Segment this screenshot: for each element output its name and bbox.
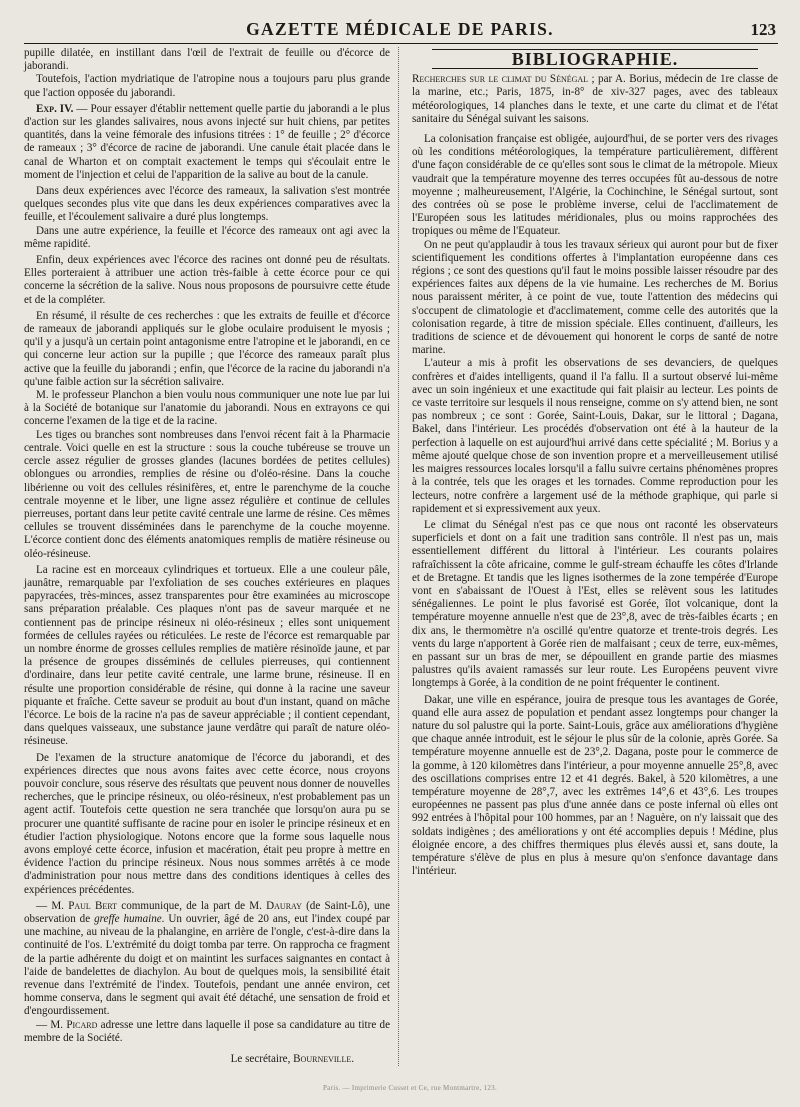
column-divider	[398, 47, 400, 1066]
page-number: 123	[750, 20, 776, 39]
person-name: Paul Bert	[68, 899, 118, 912]
emphasis: greffe humaine	[94, 913, 162, 925]
secretary-name: Bourneville.	[293, 1053, 354, 1066]
paragraph: Enfin, deux expériences avec l'écorce des racines ont donné peu de résultats. Elles porteraient à attribuer une action très-faible à cette écorce pour ce qui concerne la sécrétion de la salive. Nous nous proposons de poursuivre cette étude et de la compléter.	[24, 254, 390, 306]
paragraph: On ne peut qu'applaudir à tous les travaux sérieux qui auront pour but de fixer scientifiquement les conditions offertes à l'implantation européenne dans ces régions ; ce sont des questions qu'il faut le moins possible laisser résoudre par des expériences faites aux dépens de la vie humaine. Les recherches de M. Borius nous paraissent mériter, à ce point de vue, toute l'attention des médecins qui s'occupent de climatologie et d'acclimatement, comme celle des autorités que la colonisation regarde, à titre de mission spéciale. Elles continuent, d'ailleurs, les traditions de science et de dévouement qui honorent le corps de santé de notre marine.	[411, 238, 778, 357]
paragraph: — M. Picard adresse une lettre dans laquelle il pose sa candidature au titre de membre de la Société.	[24, 1018, 390, 1044]
person-name: Picard	[66, 1018, 98, 1031]
paragraph: Dans une autre expérience, la feuille et l'écorce des rameaux ont agi avec la même rapidité.	[24, 224, 390, 250]
paragraph-text: — Pour essayer d'établir nettement quelle partie du jaborandi a le plus d'action sur les glandes salivaires, nous avons injecté sur huit chiens, par petites quantités, dans la veine fémorale des infusions titrées : 1° de feuille ; 2° d'écorce de rameaux ; 3° d'écorce de racine de jaborandi. Une canule était placée dans le canal de Wharton et on comptait exactement le temps qui s'écoulait entre le moment de l'injection et celui de l'apparition de la salive au bout de la canule.	[24, 102, 390, 181]
paragraph: Dans deux expériences avec l'écorce des rameaux, la salivation s'est montrée quelques secondes plus vite que dans les deux expériences comparatives avec la feuille, et l'écoulement salivaire a duré plus longtemps.	[24, 185, 390, 224]
paragraph: La racine est en morceaux cylindriques et tortueux. Elle a une couleur pâle, jaunâtre, remarquable par l'exfoliation de ses couches extérieures en plaques papyracées, très-minces, assez transparentes pour être examinées au microscope sans préparation préalable. Ces plaques n'ont pas de saveur marquée et ne contiennent pas de principe résineux ni oléo-résineux ; elles sont uniquement formées de cellules rayées ou réticulées. Le reste de l'écorce est remarquable par un nombre énorme de grosses cellules remplies de matière résinoïde jaune, et par la présence de groupes disséminés de cellules pierreuses, qui contiennent d'ordinaire, dans leur petite cavité centrale, une larme brune, résineuse. Il en résulte une proportion considérable de résine, qui donne à la racine une saveur piquante et fraîche. Cette saveur se produit au bout d'un instant, quand on mâche l'écorce. Le bois de la racine n'a pas de saveur appréciable ; il contient cependant, dans quelques vaisseaux, une substance jaune verdâtre qui paraît de nature oléo-résineuse.	[24, 563, 390, 748]
paragraph: La colonisation française est obligée, aujourd'hui, de se porter vers des rivages où les conditions météorologiques, la température particulièrement, diffèrent d'une façon considérable de ce qu'elles sont sous le climat de la métropole. Mieux vaudrait que la température moyenne des terres occupées fût au-dessous de notre moyenne ; malheureusement, l'Algérie, la Cochinchine, le Sénégal surtout, sont des contrées où se pose le problème inverse, celui de l'acclimatement de l'Européen sous les latitudes méridionales, plus ou moins rapprochées des tropiques ou même de l'Equateur.	[411, 133, 778, 238]
journal-title: GAZETTE MÉDICALE DE PARIS.	[246, 19, 554, 39]
signature: Le secrétaire, Bourneville.	[230, 1053, 354, 1066]
paragraph: En résumé, il résulte de ces recherches : que les extraits de feuille et d'écorce de rameaux de jaborandi appliqués sur le globe oculaire produisent le myosis ; qu'il y a jusqu'à un certain point antagonisme entre l'atropine et le jaborandi, en ce qui concerne leur action sur la pupille ; que l'écorce des rameaux paraît plus active que la feuille du jaborandi ; enfin, que l'écorce de la racine du jaborandi n'a qu'une faible action sur la sécrétion salivaire.	[24, 309, 390, 388]
left-column	[24, 47, 396, 1066]
experiment-label: Exp. IV.	[36, 102, 74, 115]
paragraph: M. le professeur Planchon a bien voulu nous communiquer une note lue par lui à la Société de botanique sur l'anatomie du jaborandi. Nous en extrayons ce qui concerne l'examen de la tige et de la racine.	[24, 389, 390, 428]
paragraph: Les tiges ou branches sont nombreuses dans l'envoi récent fait à la Pharmacie centrale. Voici quelle en est la structure : sous la couche tubéreuse se trouve un cercle assez régulier de grosses glandes (lacunes bordées de petites cellules) oblongues ou arrondies, remplies de résine ou d'oléo-résine. Dans la couche libérienne ou voit des cellules résinifères, et, entre le parenchyme de la couche centrale moyenne et le liber, une ligne assez régulière et continue de cellules pierreuses, portant dans leur petite cavité centrale une larme de résine. Ces mêmes cellules se trouvent disséminées dans le parenchyme de la couche moyenne. L'écorce contient donc des éléments anatomiques remplis de matière résineuse ou oléo-résineuse.	[24, 428, 390, 560]
printer-footer: Paris. — Imprimerie Cusset et Ce, rue Montmartre, 123.	[322, 1084, 498, 1092]
paragraph	[24, 103, 390, 182]
running-header	[24, 14, 778, 44]
paragraph: De l'examen de la structure anatomique de l'écorce du jaborandi, et des expériences directes que nous avons faites avec cette écorce, nous croyons pouvoir conclure, sous réserve des résultats que peuvent nous donner de nouvelles recherches, que le principe résineux, ou oléo-résineux, n'est probablement pas un agent actif. Toutefois cette question ne sera tranchée que lorsqu'on aura pu se procurer une quantité suffisante de racine pour en isoler le principe résineux et en étudier l'action physiologique. Notons encore que la forme sous laquelle nous avons employé cette écorce, infusion et macération, était peu propre à mettre en évidence l'action du principe résineux. Nous nous sommes arrêtés à ce mode d'administration pour nous mettre dans des conditions identiques à celles des expériences précédentes.	[24, 751, 390, 896]
section-title: BIBLIOGRAPHIE.	[432, 49, 758, 69]
paragraph: Toutefois, l'action mydriatique de l'atropine nous a toujours paru plus grande que l'action opposée du jaborandi.	[24, 73, 390, 99]
reference-entry: Recherches sur le climat du Sénégal ; par A. Borius, médecin de 1re classe de la marine, etc.; Paris, 1875, in-8° de xiv-327 pages, avec des tableaux météorologiques, 14 planches dans le texte, et une carte du climat et de l'état sanitaire du Sénégal suivant les saisons.	[411, 73, 778, 125]
paragraph: L'auteur a mis à profit les observations de ses devanciers, de quelques confrères et d'aides intelligents, quand il l'a fallu. Il a surtout observé lui-même avec un soin ingénieux et une exactitude qui fait plaisir au lecteur. Les points de ce vaste territoire sur lesquels il nous renseigne, comme on s'y attend bien, ne sont pas nombreux ; ce sont : Gorée, Saint-Louis, Dakar, sur le littoral ; Dagana, Bakel, dans l'intérieur. Les procédés d'observation ont été à la hauteur de la perfection à laquelle on est aujourd'hui arrivé dans cette spécialité ; M. Borius y a même ajouté quelque chose de son invention propre et a merveilleusement utilisé les maigres ressources locales lorsqu'il a fallu suivre certains phénomènes propres à la contrée, tels que les orages et les tornades. Comme reproduction pour les lecteurs, notre confrère a largement usé de la méthode graphique, qui parle si rapidement et si expressivement aux yeux.	[411, 357, 778, 515]
paragraph: — M. Paul Bert communique, de la part de M. Dauray (de Saint-Lô), une observation de greffe humaine. Un ouvrier, âgé de 20 ans, eut l'index coupé par une machine, au niveau de la phalangine, en arrière de l'ongle, c'est-à-dire dans la continuité de l'os. L'extrémité du doigt tomba par terre. On rapprocha ce fragment de la partie adhérente du doigt et on maintint les surfaces saignantes en contact à l'aide de bandelettes de diachylon. Au bout de quelques mois, la sensibilité était revenue dans l'extrémité de l'index. Toutefois, pendant une année environ, cet homme conserva, dans le segment qui avait été détaché, une sensation de froid et d'engourdissement.	[24, 899, 391, 1018]
paragraph: Le climat du Sénégal n'est pas ce que nous ont raconté les observateurs superficiels et dont on a fait une tradition sans contrôle. Il n'est pas un, mais essentiellement différent du littoral à l'intérieur. Les courants polaires rafraîchissent la côte africaine, comme le gulf-stream échauffe les côtes d'Irlande et de Bretagne. Et tandis que les lignes isothermes de la zone tempérée d'Europe vont en s'abaissant de l'Ouest à l'Est, elles se relèvent sous les latitudes sénégaliennes. Le point le plus favorisé est Gorée, îlot volcanique, dont la température moyenne annuelle n'est que de 23°,8, avec de très-faibles écarts ; en dix ans, le thermomètre n'a oscillé qu'entre quatorze et trente-trois degrés. Les vents du large n'apportent à Gorée rien de malfaisant ; ceux de terre, eux-mêmes, en passant sur un bras de mer, se dépouillent en grande partie des miasmes palustres qu'ils avaient ramassés sur leur route. Les Européens peuvent vivre longtemps à Gorée, à la condition de ne point fréquenter le continent.	[411, 518, 778, 690]
person-name: Dauray	[266, 899, 302, 912]
paragraph: Dakar, une ville en espérance, jouira de presque tous les avantages de Gorée, quand elle aura assez de population et pendant assez longtemps pour changer la nature du sol palustre qui la porte. Saint-Louis, grâce aux améliorations d'hygiène que chaque année introduit, est le séjour le plus sûr de la colonie, après Gorée. Sa température moyenne annuelle est de 23°,2. Dagana, poste pour le commerce de la gomme, à 120 kilomètres dans l'intérieur, a pour moyenne annuelle 25°,8, avec des oscillations comprises entre 12 et 41 degrés. Bakel, à 520 kilomètres, a une température moyenne de 28°,7, avec les extrêmes 14°,6 et 43°,6. Les troupes européennes ne passent pas plus d'une année dans ce poste infernal où elles ont 992 entrées à l'hôpital pour 100 hommes, par an ! Naguère, on n'y laissait que des soldats indigènes ; des améliorations y ont été accomplies depuis ! Médine, plus éloignée encore, a des chiffres thermiques plus élevés aussi et, sans doute, la température s'élève de plus en plus à mesure qu'on s'enfonce davantage dans l'intérieur.	[411, 693, 778, 878]
book-title: Recherches sur le climat du Sénégal	[411, 73, 589, 86]
paragraph: pupille dilatée, en instillant dans l'œil de l'extrait de feuille ou d'écorce de jaborandi.	[24, 47, 390, 73]
two-column-body	[24, 47, 778, 1066]
right-column	[402, 47, 778, 1066]
